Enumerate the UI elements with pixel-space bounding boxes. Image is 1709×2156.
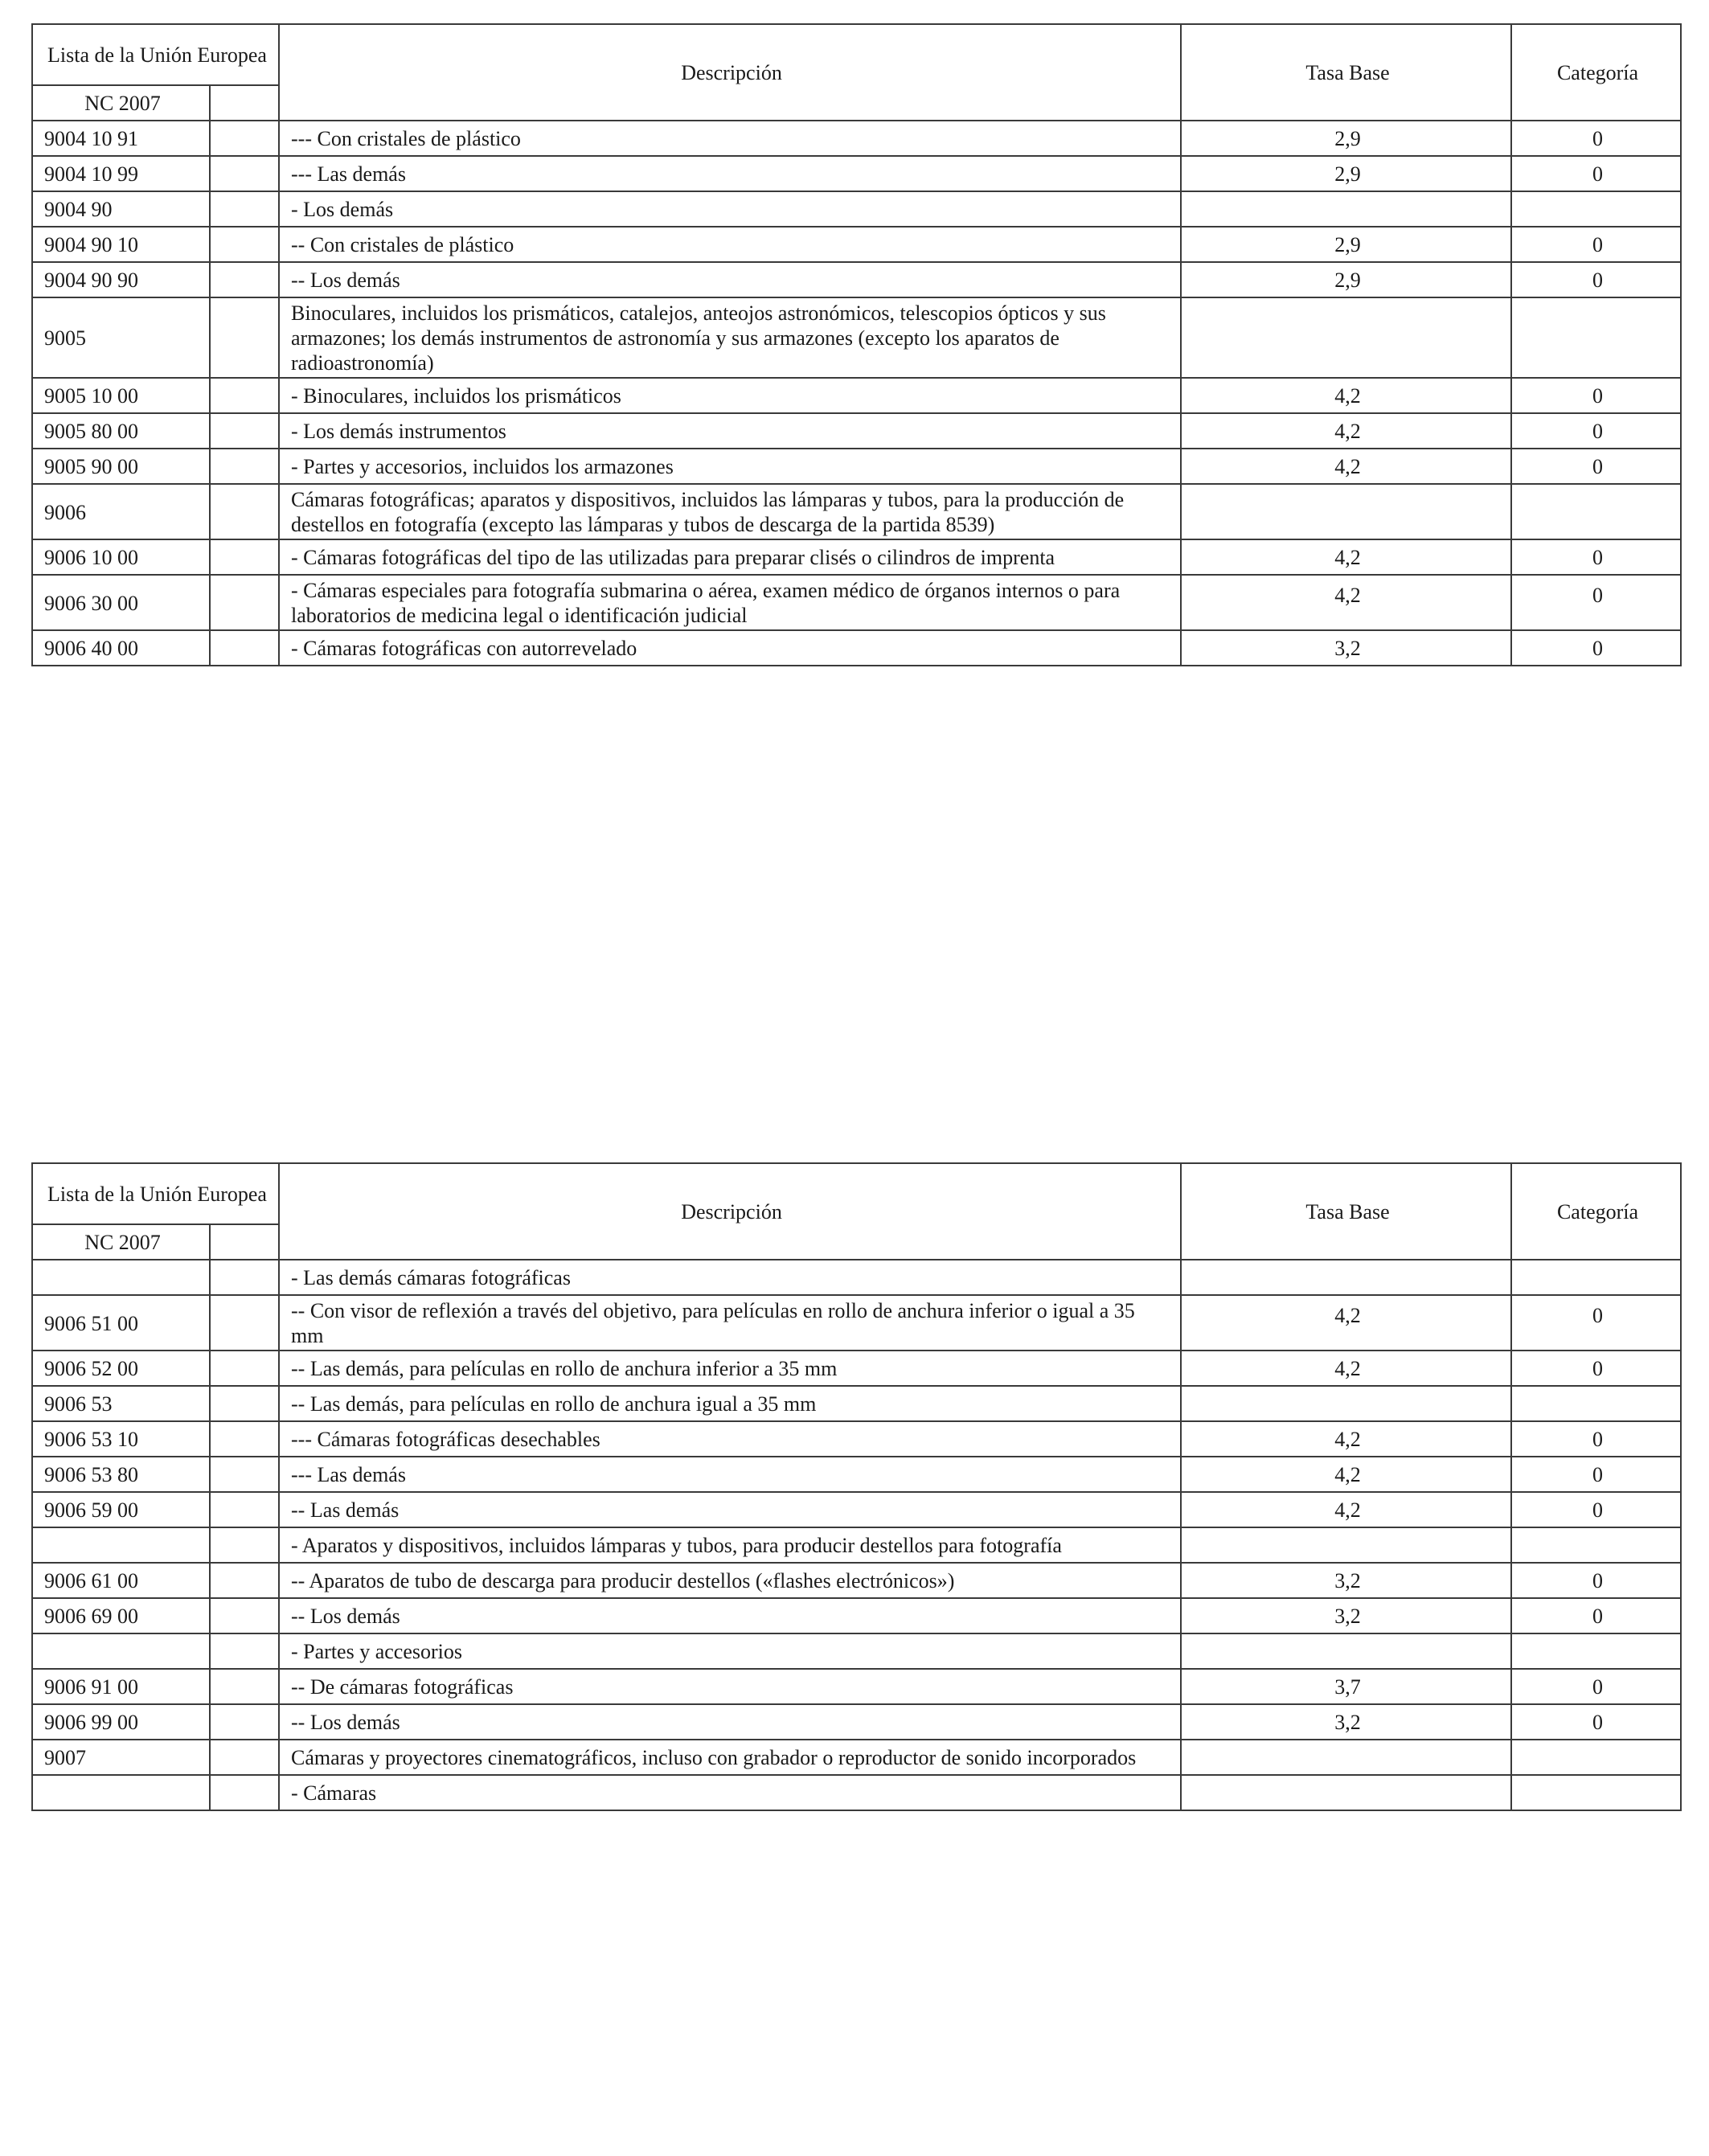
- table-row: [32, 1669, 1681, 1704]
- base-rate-cell: [1181, 484, 1511, 539]
- nc-code-cell: 9005 80 00: [32, 413, 210, 449]
- blank-cell: [210, 1740, 279, 1775]
- nc-code-cell: 9004 10 91: [32, 121, 210, 156]
- nc-code-cell: 9006 99 00: [32, 1704, 210, 1740]
- blank-cell: [210, 1704, 279, 1740]
- table-row: [32, 630, 1681, 666]
- base-rate-cell: [1181, 1633, 1511, 1669]
- category-cell: [1511, 191, 1681, 227]
- table-row: [32, 1775, 1681, 1810]
- nc-code-cell: 9004 10 99: [32, 156, 210, 191]
- category-cell: [1511, 484, 1681, 539]
- base-rate-cell: 4,2: [1181, 575, 1511, 630]
- header-blank-cell: [210, 1224, 279, 1260]
- category-cell: [1511, 297, 1681, 378]
- nc-code-cell: 9006 51 00: [32, 1295, 210, 1351]
- base-rate-cell: [1181, 1386, 1511, 1421]
- blank-cell: [210, 539, 279, 575]
- category-cell: 0: [1511, 1704, 1681, 1740]
- blank-cell: [210, 1295, 279, 1351]
- description-cell: - Cámaras fotográficas con autorrevelado: [279, 630, 1181, 666]
- category-cell: 0: [1511, 630, 1681, 666]
- category-cell: [1511, 1775, 1681, 1810]
- base-rate-cell: [1181, 1527, 1511, 1563]
- blank-cell: [210, 1260, 279, 1295]
- description-cell: - Aparatos y dispositivos, incluidos lámparas y tubos, para producir destellos para fotografía: [279, 1527, 1181, 1563]
- description-cell: --- Con cristales de plástico: [279, 121, 1181, 156]
- description-cell: Binoculares, incluidos los prismáticos, catalejos, anteojos astronómicos, telescopios ópticos y sus armazones; los demás instrumentos de astronomía y sus armazones (excepto los aparatos de radioastronomía): [279, 297, 1181, 378]
- base-rate-cell: 4,2: [1181, 1295, 1511, 1351]
- base-rate-cell: 4,2: [1181, 1457, 1511, 1492]
- blank-cell: [210, 227, 279, 262]
- header-nc-2007: NC 2007: [32, 1224, 210, 1260]
- description-cell: Cámaras y proyectores cinematográficos, incluso con grabador o reproductor de sonido incorporados: [279, 1740, 1181, 1775]
- table-row: [32, 191, 1681, 227]
- blank-cell: [210, 484, 279, 539]
- base-rate-cell: 2,9: [1181, 262, 1511, 297]
- description-cell: -- Los demás: [279, 262, 1181, 297]
- blank-cell: [210, 1598, 279, 1633]
- blank-cell: [210, 449, 279, 484]
- category-cell: 0: [1511, 539, 1681, 575]
- base-rate-cell: 4,2: [1181, 1351, 1511, 1386]
- blank-cell: [210, 1421, 279, 1457]
- table-row: [32, 1386, 1681, 1421]
- description-cell: - Cámaras: [279, 1775, 1181, 1810]
- blank-cell: [210, 1669, 279, 1704]
- base-rate-cell: 3,7: [1181, 1669, 1511, 1704]
- description-cell: - Cámaras especiales para fotografía submarina o aérea, examen médico de órganos internos o para laboratorios de medicina legal o identificación judicial: [279, 575, 1181, 630]
- base-rate-cell: 3,2: [1181, 1704, 1511, 1740]
- base-rate-cell: [1181, 297, 1511, 378]
- nc-code-cell: 9004 90 10: [32, 227, 210, 262]
- header-categoria: Categoría: [1511, 1163, 1681, 1260]
- base-rate-cell: 3,2: [1181, 1598, 1511, 1633]
- tariff-table-1-body: [32, 121, 1681, 666]
- description-cell: --- Las demás: [279, 156, 1181, 191]
- nc-code-cell: 9004 90: [32, 191, 210, 227]
- description-cell: -- De cámaras fotográficas: [279, 1669, 1181, 1704]
- blank-cell: [210, 630, 279, 666]
- description-cell: -- Los demás: [279, 1704, 1181, 1740]
- nc-code-cell: 9006 10 00: [32, 539, 210, 575]
- description-cell: - Cámaras fotográficas del tipo de las utilizadas para preparar clisés o cilindros de imprenta: [279, 539, 1181, 575]
- category-cell: 0: [1511, 449, 1681, 484]
- category-cell: 0: [1511, 1457, 1681, 1492]
- description-cell: -- Los demás: [279, 1598, 1181, 1633]
- nc-code-cell: [32, 1775, 210, 1810]
- category-cell: 0: [1511, 575, 1681, 630]
- description-cell: - Los demás: [279, 191, 1181, 227]
- header-tasa-base: Tasa Base: [1181, 1163, 1511, 1260]
- description-cell: - Los demás instrumentos: [279, 413, 1181, 449]
- category-cell: 0: [1511, 1598, 1681, 1633]
- table-row: [32, 575, 1681, 630]
- blank-cell: [210, 1386, 279, 1421]
- base-rate-cell: 4,2: [1181, 539, 1511, 575]
- nc-code-cell: 9006 69 00: [32, 1598, 210, 1633]
- blank-cell: [210, 191, 279, 227]
- table-row: [32, 539, 1681, 575]
- table-row: [32, 1295, 1681, 1351]
- header-nc-2007: NC 2007: [32, 85, 210, 121]
- table-row: [32, 1457, 1681, 1492]
- nc-code-cell: 9006: [32, 484, 210, 539]
- blank-cell: [210, 1457, 279, 1492]
- table-row: [32, 297, 1681, 378]
- base-rate-cell: 2,9: [1181, 156, 1511, 191]
- base-rate-cell: 2,9: [1181, 227, 1511, 262]
- table-row: [32, 449, 1681, 484]
- blank-cell: [210, 1527, 279, 1563]
- base-rate-cell: [1181, 1740, 1511, 1775]
- nc-code-cell: [32, 1633, 210, 1669]
- blank-cell: [210, 1775, 279, 1810]
- base-rate-cell: [1181, 191, 1511, 227]
- blank-cell: [210, 1633, 279, 1669]
- category-cell: [1511, 1527, 1681, 1563]
- header-descripcion: Descripción: [279, 24, 1181, 121]
- header-blank-cell: [210, 85, 279, 121]
- base-rate-cell: 4,2: [1181, 1492, 1511, 1527]
- category-cell: 0: [1511, 413, 1681, 449]
- nc-code-cell: 9006 40 00: [32, 630, 210, 666]
- header-lista-ue: Lista de la Unión Europea: [32, 1163, 279, 1224]
- category-cell: 0: [1511, 1421, 1681, 1457]
- category-cell: 0: [1511, 1563, 1681, 1598]
- tariff-table-2: [31, 1162, 1682, 1811]
- category-cell: 0: [1511, 121, 1681, 156]
- table-row: [32, 1421, 1681, 1457]
- nc-code-cell: [32, 1527, 210, 1563]
- blank-cell: [210, 413, 279, 449]
- blank-cell: [210, 378, 279, 413]
- base-rate-cell: 4,2: [1181, 413, 1511, 449]
- base-rate-cell: 4,2: [1181, 378, 1511, 413]
- nc-code-cell: [32, 1260, 210, 1295]
- description-cell: -- Aparatos de tubo de descarga para producir destellos («flashes electrónicos»): [279, 1563, 1181, 1598]
- description-cell: - Partes y accesorios, incluidos los armazones: [279, 449, 1181, 484]
- category-cell: [1511, 1633, 1681, 1669]
- table-row: [32, 1633, 1681, 1669]
- base-rate-cell: 4,2: [1181, 1421, 1511, 1457]
- table-row: [32, 1598, 1681, 1633]
- description-cell: - Binoculares, incluidos los prismáticos: [279, 378, 1181, 413]
- header-descripcion: Descripción: [279, 1163, 1181, 1260]
- base-rate-cell: 3,2: [1181, 1563, 1511, 1598]
- table-row: [32, 1740, 1681, 1775]
- base-rate-cell: 4,2: [1181, 449, 1511, 484]
- table-row: [32, 1563, 1681, 1598]
- header-lista-ue: Lista de la Unión Europea: [32, 24, 279, 85]
- table-row: [32, 484, 1681, 539]
- blank-cell: [210, 297, 279, 378]
- category-cell: [1511, 1260, 1681, 1295]
- table-row: [32, 121, 1681, 156]
- nc-code-cell: 9005 90 00: [32, 449, 210, 484]
- table-row: [32, 1527, 1681, 1563]
- blank-cell: [210, 1351, 279, 1386]
- description-cell: -- Las demás, para películas en rollo de anchura igual a 35 mm: [279, 1386, 1181, 1421]
- blank-cell: [210, 1563, 279, 1598]
- tariff-table-2-body: [32, 1260, 1681, 1810]
- category-cell: 0: [1511, 1295, 1681, 1351]
- category-cell: 0: [1511, 1492, 1681, 1527]
- table-row: [32, 156, 1681, 191]
- category-cell: 0: [1511, 1669, 1681, 1704]
- nc-code-cell: 9006 91 00: [32, 1669, 210, 1704]
- table-row: [32, 1704, 1681, 1740]
- table-row: [32, 227, 1681, 262]
- table-row: [32, 1492, 1681, 1527]
- category-cell: [1511, 1740, 1681, 1775]
- category-cell: 0: [1511, 262, 1681, 297]
- nc-code-cell: 9006 59 00: [32, 1492, 210, 1527]
- blank-cell: [210, 1492, 279, 1527]
- nc-code-cell: 9005: [32, 297, 210, 378]
- nc-code-cell: 9006 52 00: [32, 1351, 210, 1386]
- category-cell: 0: [1511, 156, 1681, 191]
- table-row: [32, 378, 1681, 413]
- nc-code-cell: 9007: [32, 1740, 210, 1775]
- tariff-table-1: [31, 23, 1682, 666]
- nc-code-cell: 9006 53: [32, 1386, 210, 1421]
- table-row: [32, 1260, 1681, 1295]
- description-cell: Cámaras fotográficas; aparatos y dispositivos, incluidos las lámparas y tubos, para la producción de destellos en fotografía (excepto las lámparas y tubos de descarga de la partida 8539): [279, 484, 1181, 539]
- base-rate-cell: [1181, 1260, 1511, 1295]
- description-cell: -- Las demás, para películas en rollo de anchura inferior a 35 mm: [279, 1351, 1181, 1386]
- category-cell: 0: [1511, 378, 1681, 413]
- category-cell: 0: [1511, 1351, 1681, 1386]
- description-cell: - Partes y accesorios: [279, 1633, 1181, 1669]
- description-cell: --- Cámaras fotográficas desechables: [279, 1421, 1181, 1457]
- base-rate-cell: 3,2: [1181, 630, 1511, 666]
- description-cell: --- Las demás: [279, 1457, 1181, 1492]
- blank-cell: [210, 121, 279, 156]
- table-row: [32, 262, 1681, 297]
- blank-cell: [210, 156, 279, 191]
- category-cell: 0: [1511, 227, 1681, 262]
- description-cell: -- Con cristales de plástico: [279, 227, 1181, 262]
- header-tasa-base: Tasa Base: [1181, 24, 1511, 121]
- blank-cell: [210, 575, 279, 630]
- description-cell: - Las demás cámaras fotográficas: [279, 1260, 1181, 1295]
- nc-code-cell: 9005 10 00: [32, 378, 210, 413]
- category-cell: [1511, 1386, 1681, 1421]
- table-row: [32, 1351, 1681, 1386]
- description-cell: -- Las demás: [279, 1492, 1181, 1527]
- nc-code-cell: 9006 61 00: [32, 1563, 210, 1598]
- base-rate-cell: 2,9: [1181, 121, 1511, 156]
- nc-code-cell: 9006 30 00: [32, 575, 210, 630]
- description-cell: -- Con visor de reflexión a través del objetivo, para películas en rollo de anchura inferior o igual a 35 mm: [279, 1295, 1181, 1351]
- table-row: [32, 413, 1681, 449]
- blank-cell: [210, 262, 279, 297]
- header-categoria: Categoría: [1511, 24, 1681, 121]
- base-rate-cell: [1181, 1775, 1511, 1810]
- nc-code-cell: 9004 90 90: [32, 262, 210, 297]
- nc-code-cell: 9006 53 10: [32, 1421, 210, 1457]
- nc-code-cell: 9006 53 80: [32, 1457, 210, 1492]
